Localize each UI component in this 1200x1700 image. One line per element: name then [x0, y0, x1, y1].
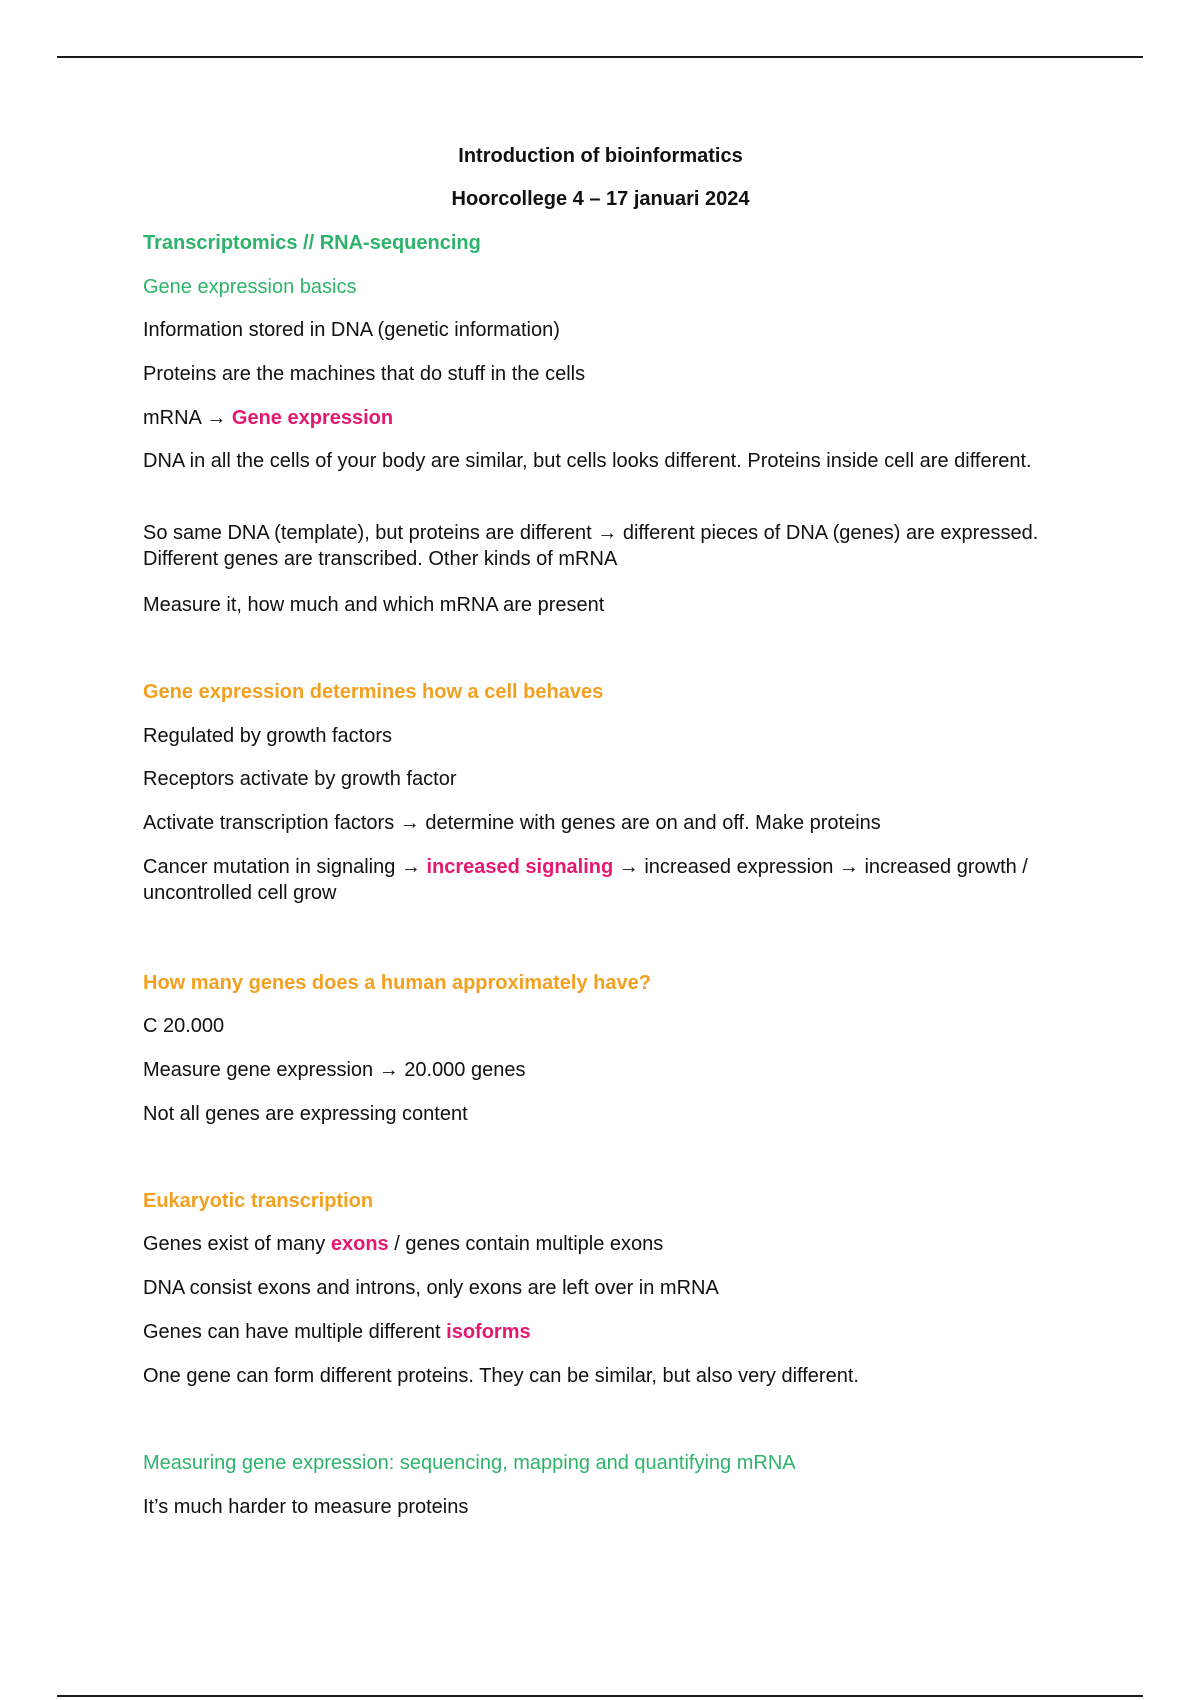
cancer-mid-text: increased expression — [638, 856, 839, 878]
top-rule — [57, 56, 1143, 58]
subheading-gene-expression-basics: Gene expression basics — [143, 276, 357, 298]
paragraph-dna-cells: DNA in all the cells of your body are similar, but cells looks different. Proteins inside cell are different. — [143, 450, 1032, 472]
paragraph-mrna-gene-expression — [143, 405, 1058, 431]
bottom-rule — [57, 1695, 1143, 1697]
arrow-icon: → — [378, 1059, 399, 1081]
paragraph-activate-transcription — [143, 810, 1058, 836]
heading-eukaryotic-transcription: Eukaryotic transcription — [143, 1190, 374, 1212]
same-dna-rest-text: different pieces of DNA (genes) are expressed. Different genes are transcribed. Other kinds of mRNA — [143, 522, 1039, 570]
paragraph-c20000: C 20.000 — [143, 1015, 225, 1037]
measure-text: Measure gene expression — [143, 1059, 379, 1081]
gene-expression-highlight: Gene expression — [231, 407, 394, 429]
activate-rest-text: determine with genes are on and off. Make proteins — [419, 812, 881, 834]
paragraph-harder-proteins: It’s much harder to measure proteins — [143, 1496, 469, 1518]
paragraph-one-gene: One gene can form different proteins. They can be similar, but also very different. — [143, 1365, 859, 1387]
isoforms-text: Genes can have multiple different — [143, 1321, 447, 1343]
paragraph-same-dna — [143, 520, 1058, 572]
paragraph-cancer-mutation — [143, 854, 1058, 906]
increased-signaling-highlight: increased signaling — [426, 856, 614, 878]
paragraph-info-dna: Information stored in DNA (genetic information) — [143, 319, 560, 341]
isoforms-highlight: isoforms — [446, 1321, 531, 1343]
arrow-icon: → — [838, 856, 859, 878]
paragraph-dna-exons-introns: DNA consist exons and introns, only exons are left over in mRNA — [143, 1277, 719, 1299]
arrow-icon: → — [597, 522, 618, 544]
paragraph-measure-gene-expression — [143, 1057, 1058, 1083]
same-dna-text: So same DNA (template), but proteins are different — [143, 522, 598, 544]
arrow-icon: → — [206, 407, 227, 429]
document-subtitle: Hoorcollege 4 – 17 januari 2024 — [451, 188, 750, 210]
paragraph-proteins-machines: Proteins are the machines that do stuff in the cells — [143, 363, 586, 385]
document-title: Introduction of bioinformatics — [458, 145, 743, 167]
paragraph-not-all-genes: Not all genes are expressing content — [143, 1103, 468, 1125]
arrow-icon: → — [400, 856, 421, 878]
paragraph-exons — [143, 1231, 1058, 1257]
paragraph-isoforms — [143, 1319, 1058, 1345]
subheading-measuring-gene-expression: Measuring gene expression: sequencing, mapping and quantifying mRNA — [143, 1452, 796, 1474]
heading-how-many-genes: How many genes does a human approximately have? — [143, 972, 651, 994]
paragraph-receptors: Receptors activate by growth factor — [143, 768, 457, 790]
exons-text: Genes exist of many — [143, 1233, 331, 1255]
activate-text: Activate transcription factors — [143, 812, 400, 834]
measure-rest-text: 20.000 genes — [398, 1059, 526, 1081]
heading-gene-expression-behaves: Gene expression determines how a cell behaves — [143, 681, 604, 703]
arrow-icon: → — [618, 856, 639, 878]
paragraph-measure-it: Measure it, how much and which mRNA are present — [143, 594, 605, 616]
exons-rest-text: / genes contain multiple exons — [388, 1233, 664, 1255]
mrna-text: mRNA — [143, 407, 207, 429]
paragraph-growth-factors: Regulated by growth factors — [143, 725, 393, 747]
heading-transcriptomics: Transcriptomics // RNA-sequencing — [143, 232, 481, 254]
arrow-icon: → — [399, 812, 420, 834]
exons-highlight: exons — [330, 1233, 389, 1255]
cancer-rest-text: increased growth / uncontrolled cell grow — [143, 856, 1028, 904]
cancer-text: Cancer mutation in signaling — [143, 856, 401, 878]
